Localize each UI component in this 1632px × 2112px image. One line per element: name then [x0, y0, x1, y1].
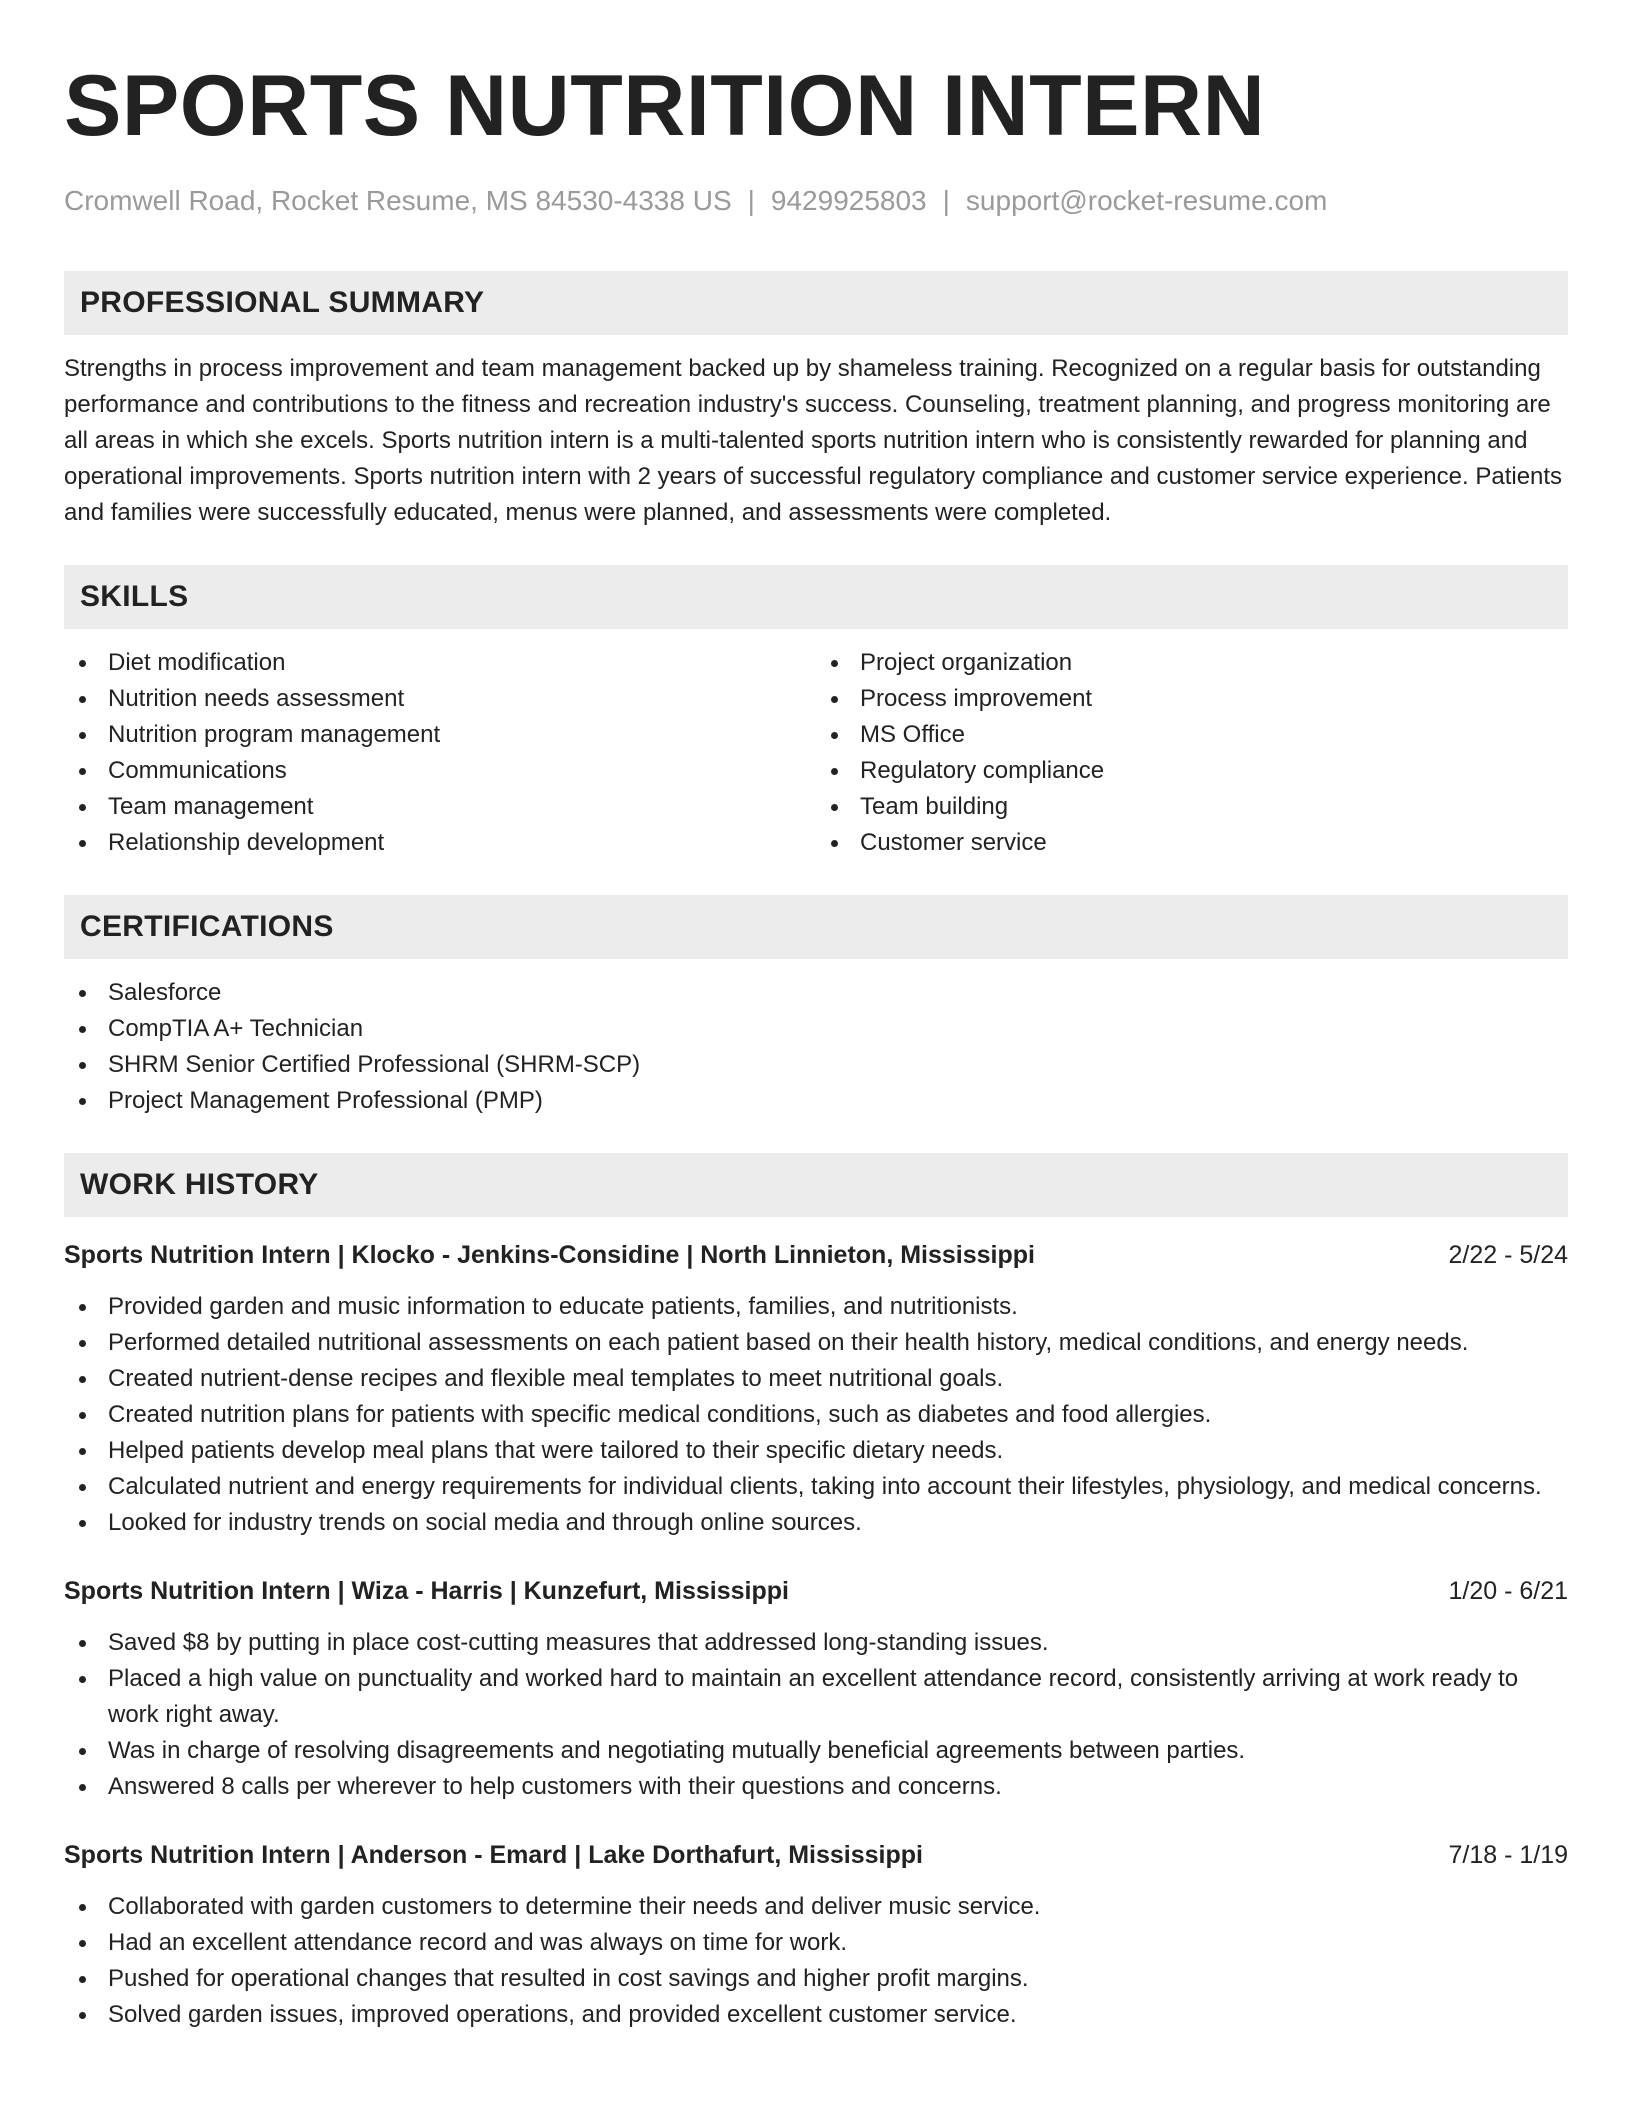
- section-heading-work-history: WORK HISTORY: [64, 1153, 1568, 1217]
- job-bullet: Provided garden and music information to educate patients, families, and nutritionists.: [64, 1289, 1568, 1325]
- section-heading-certifications: CERTIFICATIONS: [64, 895, 1568, 959]
- job-bullet: Created nutrition plans for patients with specific medical conditions, such as diabetes and food allergies.: [64, 1397, 1568, 1433]
- skill-item: MS Office: [816, 717, 1568, 753]
- job-entry: [64, 1837, 1568, 2033]
- contact-address: Cromwell Road, Rocket Resume, MS 84530-4338 US: [64, 185, 732, 216]
- job-bullet: Placed a high value on punctuality and worked hard to maintain an excellent attendance record, consistently arriving at work ready to work right away.: [64, 1661, 1568, 1733]
- job-header: [64, 1837, 1568, 1873]
- job-bullets: [64, 1289, 1568, 1541]
- section-heading-summary: PROFESSIONAL SUMMARY: [64, 271, 1568, 335]
- skill-item: Nutrition program management: [64, 717, 816, 753]
- job-title: Sports Nutrition Intern | Klocko - Jenkins-Considine | North Linnieton, Mississippi: [64, 1241, 1035, 1269]
- job-dates: 7/18 - 1/19: [1448, 1841, 1568, 1869]
- job-bullet: Solved garden issues, improved operations, and provided excellent customer service.: [64, 1997, 1568, 2033]
- job-dates: 1/20 - 6/21: [1448, 1577, 1568, 1605]
- certification-item: Project Management Professional (PMP): [64, 1083, 1568, 1119]
- job-title: Sports Nutrition Intern | Anderson - Emard | Lake Dorthafurt, Mississippi: [64, 1841, 923, 1869]
- certification-item: Salesforce: [64, 975, 1568, 1011]
- skill-item: Team building: [816, 789, 1568, 825]
- skill-item: Relationship development: [64, 825, 816, 861]
- job-bullet: Performed detailed nutritional assessments on each patient based on their health history, medical conditions, and energy needs.: [64, 1325, 1568, 1361]
- skill-item: Regulatory compliance: [816, 753, 1568, 789]
- section-heading-skills: SKILLS: [64, 565, 1568, 629]
- skill-item: Process improvement: [816, 681, 1568, 717]
- job-bullets: [64, 1625, 1568, 1805]
- job-title: Sports Nutrition Intern | Wiza - Harris | Kunzefurt, Mississippi: [64, 1577, 789, 1605]
- contact-separator: |: [747, 185, 755, 216]
- contact-line: [64, 184, 1568, 218]
- skill-item: Communications: [64, 753, 816, 789]
- skill-item: Team management: [64, 789, 816, 825]
- skills-column-left: [64, 645, 816, 861]
- contact-separator: |: [942, 185, 950, 216]
- job-bullet: Helped patients develop meal plans that were tailored to their specific dietary needs.: [64, 1433, 1568, 1469]
- job-bullets: [64, 1889, 1568, 2033]
- skills-column-right: [816, 645, 1568, 861]
- job-entry: [64, 1573, 1568, 1805]
- job-bullet: Answered 8 calls per wherever to help customers with their questions and concerns.: [64, 1769, 1568, 1805]
- job-header: [64, 1573, 1568, 1609]
- skill-item: Diet modification: [64, 645, 816, 681]
- certification-item: CompTIA A+ Technician: [64, 1011, 1568, 1047]
- contact-phone: 9429925803: [770, 185, 927, 216]
- job-bullet: Created nutrient-dense recipes and flexible meal templates to meet nutritional goals.: [64, 1361, 1568, 1397]
- certification-item: SHRM Senior Certified Professional (SHRM-SCP): [64, 1047, 1568, 1083]
- job-bullet: Was in charge of resolving disagreements and negotiating mutually beneficial agreements between parties.: [64, 1733, 1568, 1769]
- job-header: [64, 1237, 1568, 1273]
- job-bullet: Calculated nutrient and energy requirements for individual clients, taking into account their lifestyles, physiology, and medical concerns.: [64, 1469, 1568, 1505]
- skill-item: Project organization: [816, 645, 1568, 681]
- job-entry: [64, 1237, 1568, 1541]
- contact-email: support@rocket-resume.com: [965, 185, 1328, 216]
- job-bullet: Saved $8 by putting in place cost-cutting measures that addressed long-standing issues.: [64, 1625, 1568, 1661]
- summary-text: Strengths in process improvement and team management backed up by shameless training. Recognized on a regular basis for outstanding performance and contributions to the fitness and recreation industry's success. Counseling, treatment planning, and progress monitoring are all areas in which she excels. Sports nutrition intern is a multi-talented sports nutrition intern who is consistently rewarded for planning and operational improvements. Sports nutrition intern with 2 years of successful regulatory compliance and customer service experience. Patients and families were successfully educated, menus were planned, and assessments were completed.: [64, 355, 1563, 526]
- skills-grid: [64, 645, 1568, 861]
- job-bullet: Had an excellent attendance record and was always on time for work.: [64, 1925, 1568, 1961]
- skill-item: Nutrition needs assessment: [64, 681, 816, 717]
- job-dates: 2/22 - 5/24: [1448, 1241, 1568, 1269]
- job-bullet: Pushed for operational changes that resulted in cost savings and higher profit margins.: [64, 1961, 1568, 1997]
- job-bullet: Looked for industry trends on social media and through online sources.: [64, 1505, 1568, 1541]
- certifications-list: [64, 975, 1568, 1119]
- job-bullet: Collaborated with garden customers to determine their needs and deliver music service.: [64, 1889, 1568, 1925]
- candidate-name: SPORTS NUTRITION INTERN: [64, 58, 1266, 154]
- skill-item: Customer service: [816, 825, 1568, 861]
